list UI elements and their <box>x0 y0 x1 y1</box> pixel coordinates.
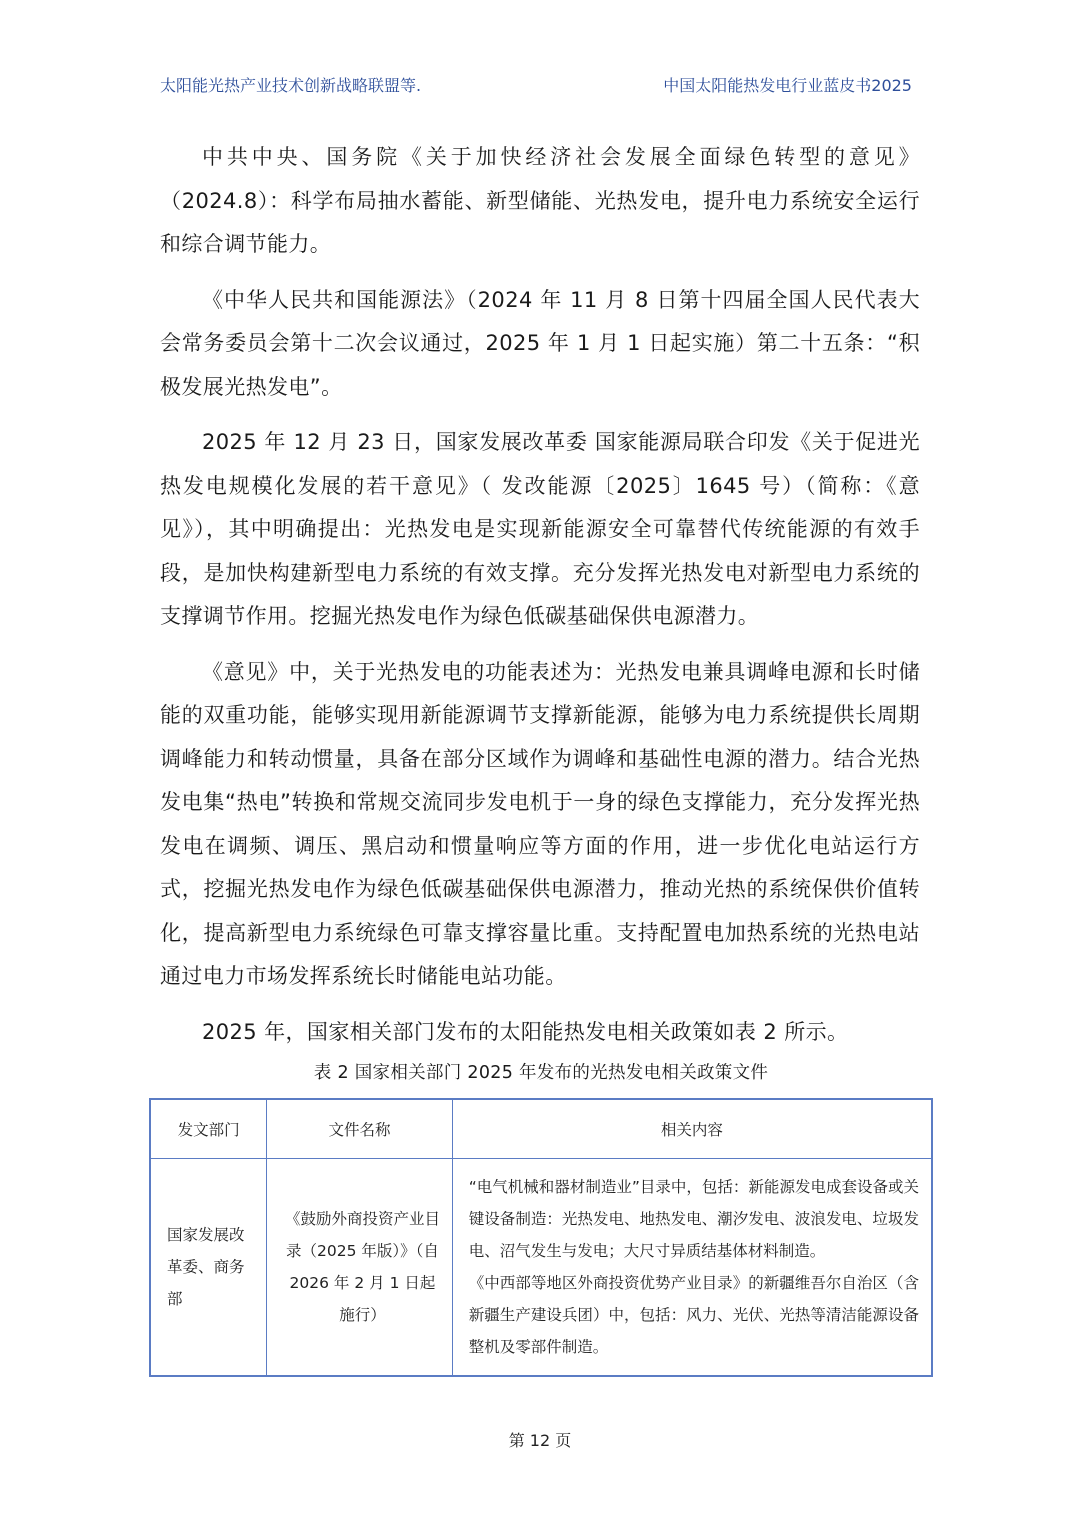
header-left-org: 太阳能光热产业技术创新战略联盟等. <box>160 75 422 95</box>
cell-doc: 《鼓励外商投资产业目录（2025 年版）》（自 2026 年 2 月 1 日起施行） <box>267 1159 453 1377</box>
cell-dept: 国家发展改革委、商务部 <box>150 1159 267 1377</box>
cell-content-line-1: “电气机械和器材制造业”目录中，包括：新能源发电成套设备或关键设备制造：光热发电、地热发电、潮汐发电、波浪发电、垃圾发电、沼气发生与发电；大尺寸异质结基体材料制造。 <box>468 1178 919 1260</box>
column-header-dept: 发文部门 <box>150 1099 267 1159</box>
header-right-title: 中国太阳能热发电行业蓝皮书2025 <box>663 75 912 95</box>
table-row <box>150 1159 932 1377</box>
page-number: 第 12 页 <box>508 1431 572 1450</box>
cell-content <box>452 1159 932 1377</box>
paragraph-function-description: 《意见》中，关于光热发电的功能表述为：光热发电兼具调峰电源和长时储能的双重功能，能够实现用新能源调节支撑新能源，能够为电力系统提供长周期调峰能力和转动惯量，具备在部分区域作为调峰和基础性电源的潜力。结合光热发电集“热电”转换和常规交流同步发电机于一身的绿色支撑能力，充分发挥光热发电在调频、调压、黑启动和惯量响应等方面的作用，进一步优化电站运行方式，挖掘光热发电作为绿色低碳基础保供电源潜力，推动光热的系统保供价值转化，提高新型电力系统绿色可靠支撑容量比重。支持配置电加热系统的光热电站通过电力市场发挥系统长时储能电站功能。 <box>160 659 920 988</box>
paragraph-energy-law: 《中华人民共和国能源法》（2024 年 11 月 8 日第十四届全国人民代表大会常务委员会第十二次会议通过，2025 年 1 月 1 日起实施）第二十五条：“积极发展光热发电”。 <box>160 287 920 399</box>
cell-content-line-2: 《中西部等地区外商投资优势产业目录》的新疆维吾尔自治区（含新疆生产建设兵团）中，包括：风力、光伏、光热等清洁能源设备整机及零部件制造。 <box>468 1274 919 1356</box>
table-header-row <box>150 1099 932 1159</box>
column-header-doc: 文件名称 <box>267 1099 453 1159</box>
paragraph-table-intro: 2025 年，国家相关部门发布的太阳能热发电相关政策如表 2 所示。 <box>202 1019 849 1044</box>
policy-table <box>149 1098 933 1377</box>
table-caption: 表 2 国家相关部门 2025 年发布的光热发电相关政策文件 <box>313 1063 769 1083</box>
page-header <box>160 66 912 102</box>
column-header-content: 相关内容 <box>452 1099 932 1159</box>
paragraph-green-transition: 中共中央、国务院《关于加快经济社会发展全面绿色转型的意见》（2024.8）：科学布局抽水蓄能、新型储能、光热发电，提升电力系统安全运行和综合调节能力。 <box>160 145 920 256</box>
body-text <box>160 136 920 1066</box>
paragraph-ndrc-opinion: 2025 年 12 月 23 日，国家发展改革委 国家能源局联合印发《关于促进光热发电规模化发展的若干意见》（ 发改能源〔2025〕1645 号）（简称：《意见》），其中明确提出：光热发电是实现新能源安全可靠替代传统能源的有效手段，是加快构建新型电力系统的有效支撑。充分发挥光热发电对新型电力系统的支撑调节作用。挖掘光热发电作为绿色低碳基础保供电源潜力。 <box>160 430 920 628</box>
